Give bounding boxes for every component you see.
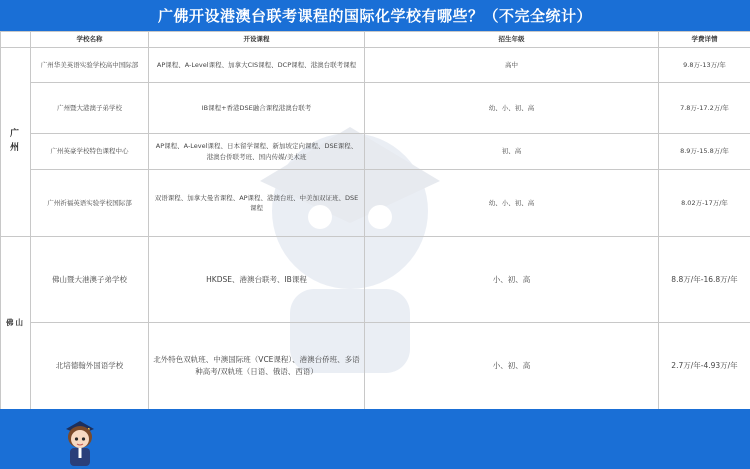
school-table-container [0, 31, 750, 409]
mascot-girl-icon [60, 415, 100, 469]
tuition-fee: 8.8万/年-16.8万/年 [659, 237, 750, 323]
course-list: 双语课程、加拿大曼省课程、AP课程、港澳台班、中美加双证班、DSE课程 [149, 170, 365, 237]
tuition-fee: 2.7万/年-4.93万/年 [659, 323, 750, 410]
table-header-row [1, 32, 750, 48]
course-list: HKDSE、港澳台联考、IB课程 [149, 237, 365, 323]
page-title: 广佛开设港澳台联考课程的国际化学校有哪些？（不完全统计） [157, 7, 592, 25]
table-row [1, 170, 750, 237]
table-row [1, 237, 750, 323]
tuition-fee: 8.02万-17万/年 [659, 170, 750, 237]
table-row [1, 134, 750, 170]
course-list: AP课程、A-Level课程、日本留学课程、新加坡定向课程、DSE课程、港澳台侨联考班、国内传媒/美术班 [149, 134, 365, 170]
school-name: 广州华美英语实验学校高中国际部 [31, 48, 149, 83]
table-row [1, 323, 750, 410]
tuition-fee: 7.8万-17.2万/年 [659, 83, 750, 134]
school-name: 广州祈福英语实验学校国际部 [31, 170, 149, 237]
course-list: IB课程+香港DSE融合课程港澳台联考 [149, 83, 365, 134]
grade-levels: 高中 [365, 48, 659, 83]
school-table [0, 31, 750, 410]
school-name: 广州暨大港澳子弟学校 [31, 83, 149, 134]
grade-levels: 小、初、高 [365, 237, 659, 323]
course-list: 北外特色双轨班、中澳国际班（VCE课程）、港澳台侨班、多语种高考/双轨班（日语、俄语、西语） [149, 323, 365, 410]
school-name: 广州英豪学校特色课程中心 [31, 134, 149, 170]
table-row [1, 48, 750, 83]
header-courses: 开设课程 [149, 32, 365, 48]
header-school: 学校名称 [31, 32, 149, 48]
tuition-fee: 8.9万-15.8万/年 [659, 134, 750, 170]
grade-levels: 幼、小、初、高 [365, 170, 659, 237]
school-name: 佛山暨大港澳子弟学校 [31, 237, 149, 323]
title-bar [0, 0, 750, 31]
tuition-fee: 9.8万-13万/年 [659, 48, 750, 83]
grade-levels: 小、初、高 [365, 323, 659, 410]
city-cell-guangzhou: 广州 [1, 48, 31, 237]
city-header-cell [1, 32, 31, 48]
footer-bar [0, 409, 750, 469]
course-list: AP课程、A-Level课程、加拿大CIS课程、DCP课程、港澳台联考课程 [149, 48, 365, 83]
header-grades: 招生年级 [365, 32, 659, 48]
city-cell-foshan: 佛山 [1, 237, 31, 410]
grade-levels: 幼、小、初、高 [365, 83, 659, 134]
grade-levels: 初、高 [365, 134, 659, 170]
table-row [1, 83, 750, 134]
header-fee: 学费详情 [659, 32, 750, 48]
school-name: 北培德翰外国语学校 [31, 323, 149, 410]
